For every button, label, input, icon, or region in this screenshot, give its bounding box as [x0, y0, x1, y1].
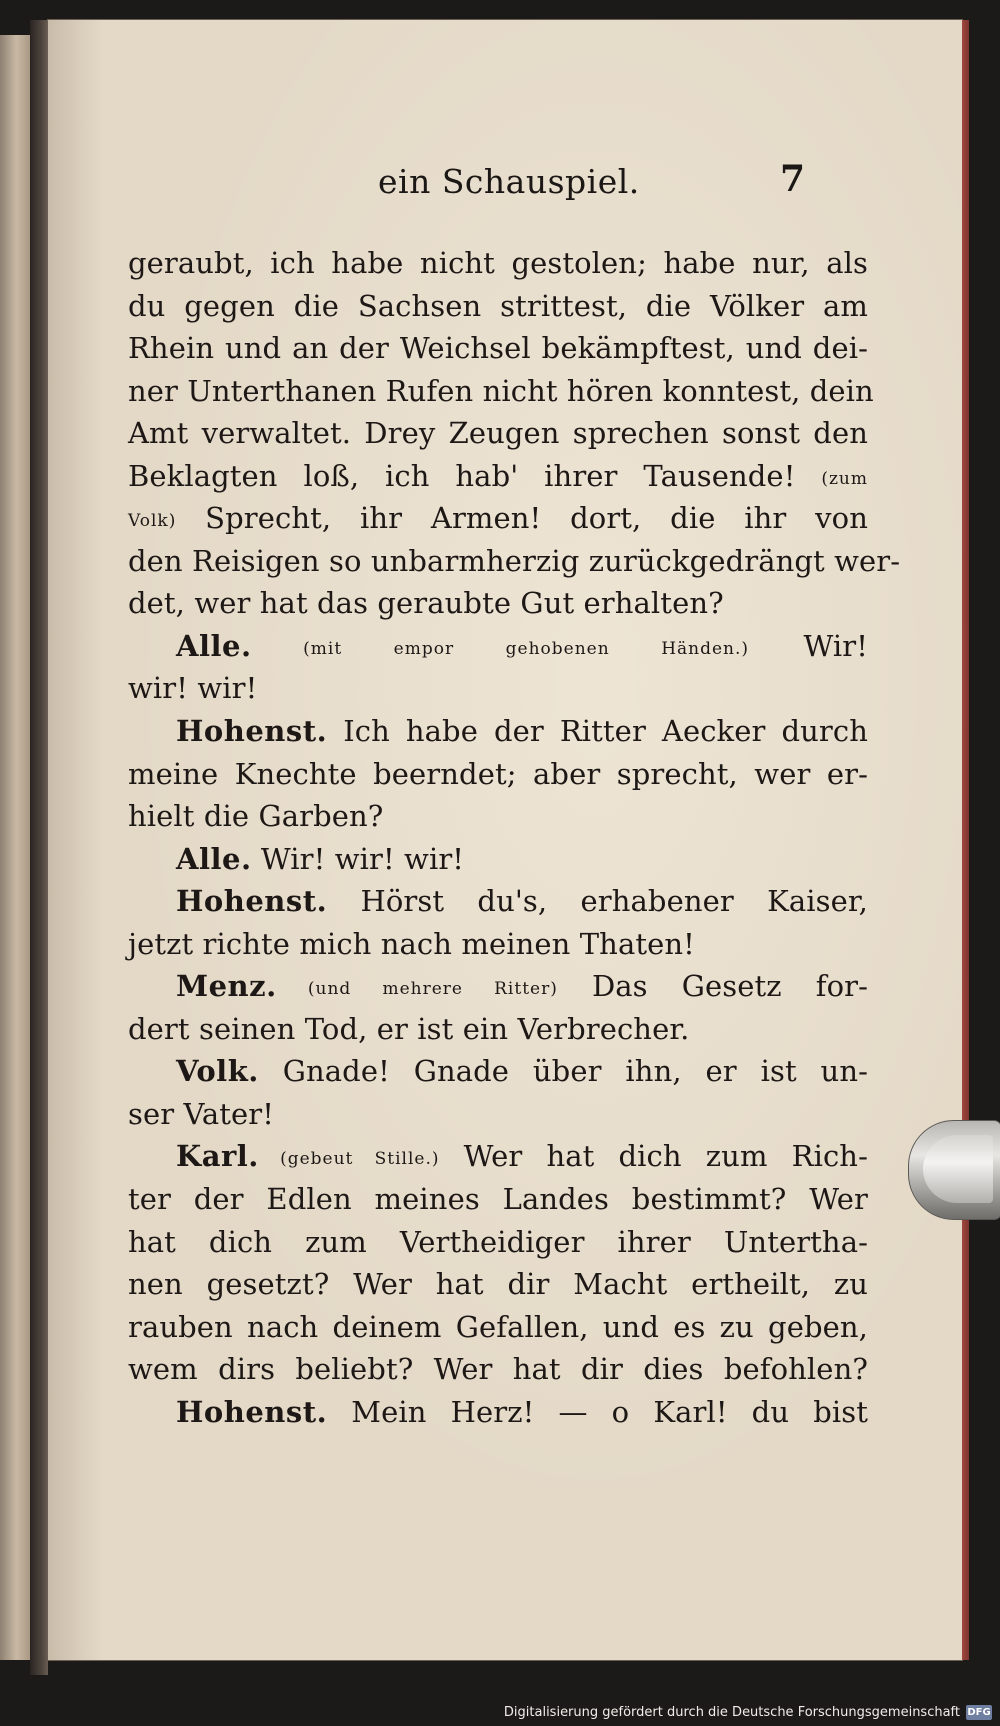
scan-footer [0, 1700, 1000, 1726]
line-text: hat dich zum Vertheidiger ihrer Untertha- [128, 1224, 868, 1259]
facing-page-edge [0, 35, 30, 1660]
line-text: Sprecht, ihr Armen! dort, die ihr von [176, 501, 868, 536]
text-line [128, 455, 868, 498]
funding-credit: Digitalisierung gefördert durch die Deutsche Forschungsgemeinschaft [503, 1705, 960, 1720]
line-text: meine Knechte beerndet; aber sprecht, wer er- [128, 756, 868, 791]
text-line [128, 285, 868, 328]
text-line [128, 1221, 868, 1264]
text-line [128, 1178, 868, 1221]
book-clamp [908, 1120, 1000, 1220]
line-text: Amt verwaltet. Drey Zeugen sprechen sonst den [128, 416, 868, 451]
book-page [48, 20, 962, 1660]
speaker-name: Volk. [176, 1054, 259, 1089]
line-text: Gnade! Gnade über ihn, er ist un- [258, 1054, 868, 1089]
text-line [128, 795, 868, 838]
text-line [128, 370, 874, 413]
line-text: rauben nach deinem Gefallen, und es zu geben, [128, 1309, 868, 1344]
line-text: Wir! wir! wir! [251, 841, 465, 876]
text-line [128, 1391, 868, 1434]
running-title: ein Schauspiel. [378, 162, 640, 201]
line-text: jetzt richte mich nach meinen Thaten! [128, 926, 695, 961]
line-text: Wir! [749, 628, 868, 663]
text-line [128, 1348, 868, 1391]
line-text: hielt die Garben? [128, 799, 384, 834]
line-text: ser Vater! [128, 1096, 275, 1131]
text-line [128, 1008, 868, 1051]
line-text: ner Unterthanen Rufen nicht hören konntest, dein [128, 373, 874, 408]
line-text: Beklagten loß, ich hab' ihrer Tausende! [128, 458, 822, 493]
line-text: geraubt, ich habe nicht gestolen; habe nur, als [128, 246, 868, 280]
text-line [128, 965, 868, 1008]
line-text: Hörst du's, erhabener Kaiser, [327, 884, 868, 919]
text-line [128, 412, 868, 455]
text-line [128, 710, 868, 753]
line-text: wem dirs beliebt? Wer hat dir dies befohlen? [128, 1352, 868, 1387]
stage-direction: (zum [821, 468, 868, 489]
text-line [128, 327, 868, 370]
text-line [128, 1050, 868, 1093]
book-clamp-highlight [923, 1135, 993, 1203]
text-line [128, 625, 868, 668]
line-text: ter der Edlen meines Landes bestimmt? Wer [128, 1182, 868, 1217]
book-gutter [30, 20, 48, 1675]
stage-direction: Volk) [128, 511, 177, 532]
speaker-name: Karl. [176, 1139, 259, 1174]
text-line [128, 540, 901, 583]
stage-direction: (mit empor gehobenen Händen.) [251, 638, 750, 659]
line-text: Das Gesetz for- [557, 969, 868, 1004]
speaker-name: Hohenst. [176, 714, 328, 749]
text-line [128, 753, 868, 796]
speaker-name: Alle. [176, 628, 252, 663]
line-text: Ich habe der Ritter Aecker durch [327, 714, 868, 749]
speaker-name: Hohenst. [176, 884, 328, 919]
line-text: Rhein und an der Weichsel bekämpftest, und dei- [128, 331, 868, 366]
line-text: du gegen die Sachsen strittest, die Völker am [128, 288, 868, 323]
line-text: Wer hat dich zum Rich- [439, 1139, 868, 1174]
speaker-name: Hohenst. [176, 1394, 328, 1429]
text-line [128, 838, 868, 881]
text-line [128, 1263, 868, 1306]
line-text: det, wer hat das geraubte Gut erhalten? [128, 586, 724, 621]
line-text: nen gesetzt? Wer hat dir Macht ertheilt, zu [128, 1267, 868, 1302]
text-line [128, 582, 868, 625]
page-header [48, 158, 962, 212]
body-text [128, 242, 901, 1433]
speaker-name: Menz. [176, 969, 277, 1004]
speaker-name: Alle. [176, 841, 252, 876]
text-line [128, 1306, 868, 1349]
text-line [128, 242, 868, 285]
stage-direction: (gebeut Stille.) [258, 1149, 440, 1170]
line-text: dert seinen Tod, er ist ein Verbrecher. [128, 1011, 690, 1046]
line-text: Mein Herz! — o Karl! du bist [327, 1394, 868, 1429]
stage-direction: (und mehrere Ritter) [276, 979, 558, 1000]
dfg-logo: DFG [967, 1707, 991, 1718]
text-line [128, 923, 868, 966]
text-line [128, 1093, 868, 1136]
line-text: den Reisigen so unbarmherzig zurückgedrängt wer- [128, 543, 901, 578]
text-line [128, 1135, 868, 1178]
book-cover-edge [962, 20, 969, 1660]
line-text: wir! wir! [128, 671, 258, 706]
page-number: 7 [780, 158, 806, 200]
text-line [128, 497, 868, 540]
text-line [128, 880, 868, 923]
text-line [128, 667, 868, 710]
